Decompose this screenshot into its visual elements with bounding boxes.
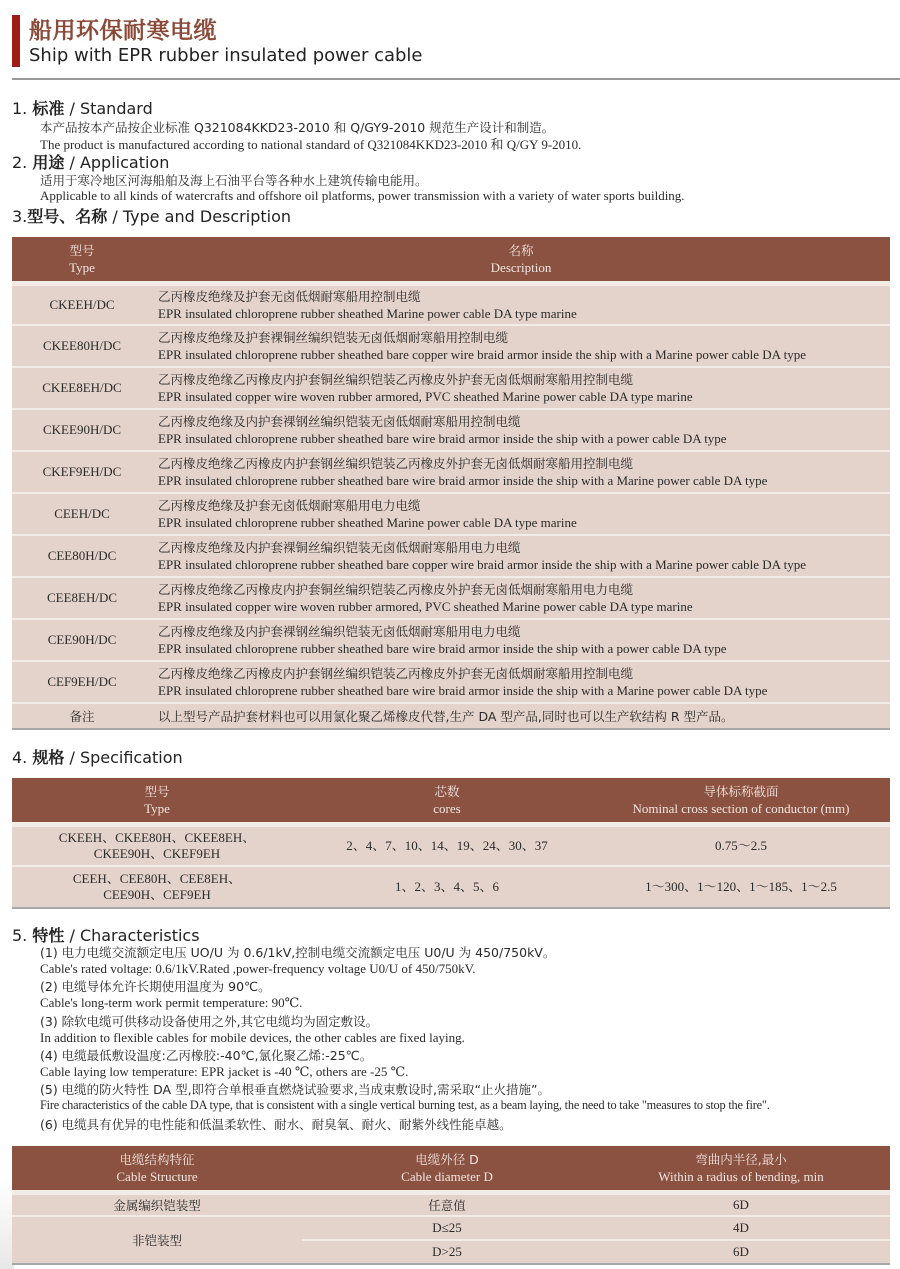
column-header-diameter <box>302 1146 592 1192</box>
note-row <box>12 703 890 729</box>
type-cell: CKEE90H/DC <box>12 409 152 451</box>
header-en: cores <box>433 800 461 816</box>
column-header-description <box>152 237 890 283</box>
type-cell <box>12 866 302 908</box>
characteristic-6-cn: (6) 电缆具有优异的电性能和低温柔软性、耐水、耐臭氧、耐火、耐紫外线性能卓越。 <box>40 1117 512 1132</box>
column-header-type <box>12 778 302 824</box>
description-cn: 乙丙橡皮绝缘及内护套裸铜丝编织铠装无卤低烟耐寒船用电力电缆 <box>158 540 521 555</box>
description-cell <box>152 577 890 619</box>
note-cell <box>152 703 890 729</box>
header-en: Nominal cross section of conductor (mm) <box>632 800 850 816</box>
table-header-row <box>12 237 890 283</box>
table-row <box>12 283 890 325</box>
table-row <box>12 535 890 577</box>
column-header-structure <box>12 1146 302 1192</box>
description-cell <box>152 493 890 535</box>
column-header-radius <box>592 1146 890 1192</box>
accent-bar <box>12 15 20 67</box>
description-cn: 乙丙橡皮绝缘及护套无卤低烟耐寒船用控制电缆 <box>158 288 421 304</box>
cross-section-cell: 1～300、1～120、1～185、1～2.5 <box>592 866 890 908</box>
section-title-cn: 标准 <box>32 99 65 118</box>
description-cn: 乙丙橡皮绝缘及护套无卤低烟耐寒船用电力电缆 <box>158 498 421 513</box>
description-cn: 乙丙橡皮绝缘及护套裸铜丝编织铠装无卤低烟耐寒船用控制电缆 <box>158 330 509 345</box>
type-cell: CKEE8EH/DC <box>12 367 152 409</box>
header-cn: 型号 <box>69 242 95 258</box>
description-cell <box>152 325 890 367</box>
page-title-cn: 船用环保耐寒电缆 <box>29 18 217 44</box>
diameter-cell: D≤25 <box>302 1216 592 1240</box>
characteristic-3-cn: (3) 除软电缆可供移动设备使用之外,其它电缆均为固定敷设。 <box>40 1014 379 1029</box>
section-title-cn: 特性 <box>32 926 65 945</box>
column-header-cross-section <box>592 778 890 824</box>
bending-radius-table <box>12 1146 890 1265</box>
description-en: EPR insulated chloroprene rubber sheathed Marine power cable DA type marine <box>158 305 577 321</box>
header-cn: 导体标称截面 <box>703 783 779 799</box>
section-standard-title <box>12 96 153 119</box>
column-header-cores <box>302 778 592 824</box>
description-cell <box>152 367 890 409</box>
type-line: CEE90H、CEF9EH <box>103 887 211 902</box>
structure-cell: 非铠装型 <box>12 1216 302 1264</box>
type-cell: CKEEH/DC <box>12 283 152 325</box>
table-row <box>12 493 890 535</box>
characteristic-2-cn: (2) 电缆导体允许长期使用温度为 90℃。 <box>40 979 271 994</box>
description-cell <box>152 619 890 661</box>
section-number: 4. <box>12 748 33 767</box>
table-row <box>12 451 890 493</box>
section-title-en: / Standard <box>64 99 153 118</box>
radius-cell: 6D <box>592 1240 890 1264</box>
characteristic-1-en: Cable's rated voltage: 0.6/1kV.Rated ,power-frequency voltage U0/U of 450/750kV. <box>40 961 476 976</box>
standard-text-en: The product is manufactured according to national standard of Q321084KKD23-2010 和 Q/GY 9-2010. <box>40 137 582 152</box>
type-cell: CEE80H/DC <box>12 535 152 577</box>
header-en: Type <box>69 259 95 275</box>
description-cn: 乙丙橡皮绝缘乙丙橡皮内护套铜丝编织铠装乙丙橡皮外护套无卤低烟耐寒船用电力电缆 <box>158 582 634 597</box>
type-line: CEEH、CEE80H、CEE8EH、 <box>72 871 242 886</box>
section-type-title <box>12 204 291 227</box>
section-title-cn: 规格 <box>32 748 65 767</box>
header-cn: 电缆外径 D <box>415 1151 479 1167</box>
table-row <box>12 619 890 661</box>
description-cn: 乙丙橡皮绝缘及内护套裸钢丝编织铠装无卤低烟耐寒船用控制电缆 <box>158 414 521 429</box>
type-description-table <box>12 237 890 730</box>
description-en: EPR insulated chloroprene rubber sheathed bare copper wire braid armor inside the ship with a Marine power cable DA type <box>158 557 806 572</box>
description-cell <box>152 451 890 493</box>
type-cell <box>12 824 302 866</box>
characteristic-2-en: Cable's long-term work permit temperature: 90℃. <box>40 995 303 1010</box>
description-en: EPR insulated chloroprene rubber sheathed bare wire braid armor inside the ship with a Marine power cable DA type <box>158 683 768 698</box>
section-application-title <box>12 150 169 173</box>
description-cn: 乙丙橡皮绝缘乙丙橡皮内护套钢丝编织铠装乙丙橡皮外护套无卤低烟耐寒船用控制电缆 <box>158 666 634 681</box>
characteristic-4-cn: (4) 电缆最低敷设温度:乙丙橡胶:-40℃,氯化聚乙烯:-25℃。 <box>40 1048 373 1063</box>
type-cell: CKEF9EH/DC <box>12 451 152 493</box>
table-row <box>12 577 890 619</box>
section-title-en: / Type and Description <box>107 207 291 226</box>
cores-cell: 2、4、7、10、14、19、24、30、37 <box>302 824 592 866</box>
table-row <box>12 1216 890 1240</box>
header-en: Cable diameter D <box>401 1168 493 1184</box>
section-title-en: / Characteristics <box>64 926 200 945</box>
section-number: 3. <box>12 207 28 226</box>
header-cn: 电缆结构特征 <box>119 1151 195 1167</box>
cross-section-cell: 0.75～2.5 <box>592 824 890 866</box>
type-cell: CEE8EH/DC <box>12 577 152 619</box>
radius-cell: 6D <box>592 1192 890 1216</box>
header-cn: 名称 <box>508 242 534 258</box>
table-header-row <box>12 1146 890 1192</box>
description-cell <box>152 409 890 451</box>
characteristic-1-cn: (1) 电力电缆交流额定电压 UO/U 为 0.6/1kV,控制电缆交流额定电压 U0/U 为 450/750kV。 <box>40 945 556 960</box>
type-line: CKEEH、CKEE80H、CKEE8EH、 <box>58 829 256 845</box>
header-cn: 芯数 <box>434 783 460 799</box>
header-en: Cable Structure <box>116 1168 198 1184</box>
section-title-en: / Specification <box>64 748 183 767</box>
table-row <box>12 409 890 451</box>
column-header-type <box>12 237 152 283</box>
header-divider <box>12 78 900 80</box>
table-row <box>12 1192 890 1216</box>
description-cell <box>152 535 890 577</box>
table-row <box>12 824 890 866</box>
page-header <box>12 12 892 76</box>
section-specification-title <box>12 745 183 768</box>
page-title-en: Ship with EPR rubber insulated power cable <box>29 45 423 66</box>
note-text: 以上型号产品护套材料也可以用氯化聚乙烯橡皮代替,生产 DA 型产品,同时也可以生产软结构 R 型产品。 <box>158 708 734 724</box>
note-label: 备注 <box>12 703 152 729</box>
application-text-cn: 适用于寒冷地区河海船舶及海上石油平台等各种水上建筑传输电能用。 <box>40 173 428 188</box>
table-row <box>12 367 890 409</box>
type-cell: CEF9EH/DC <box>12 661 152 703</box>
description-en: EPR insulated copper wire woven rubber armored, PVC sheathed Marine power cable DA type marine <box>158 389 693 404</box>
table-row <box>12 866 890 908</box>
standard-text-cn: 本产品按本产品按企业标准 Q321084KKD23-2010 和 Q/GY9-2010 规范生产设计和制造。 <box>40 120 555 135</box>
characteristic-4-en: Cable laying low temperature: EPR jacket is -40 ℃, others are -25 ℃. <box>40 1064 409 1079</box>
section-title-cn: 型号、名称 <box>27 207 108 226</box>
type-cell: CKEE80H/DC <box>12 325 152 367</box>
header-en: Description <box>490 259 552 275</box>
header-en: Type <box>144 800 170 816</box>
specification-table <box>12 778 890 909</box>
header-en: Within a radius of bending, min <box>658 1168 824 1184</box>
description-en: EPR insulated chloroprene rubber sheathed bare wire braid armor inside the ship with a power cable DA type <box>158 641 727 656</box>
type-line: CKEE90H、CKEF9EH <box>93 845 221 861</box>
table-header-row <box>12 778 890 824</box>
description-cell <box>152 661 890 703</box>
description-en: EPR insulated chloroprene rubber sheathed bare wire braid armor inside the ship with a Marine power cable DA type <box>158 473 768 488</box>
characteristic-5-cn: (5) 电缆的防火特性 DA 型,即符合单根垂直燃烧试验要求,当成束敷设时,需采取“止火措施”。 <box>40 1082 550 1097</box>
description-cn: 乙丙橡皮绝缘及内护套裸钢丝编织铠装无卤低烟耐寒船用电力电缆 <box>158 624 521 639</box>
description-en: EPR insulated chloroprene rubber sheathed Marine power cable DA type marine <box>158 515 577 530</box>
section-title-en: / Application <box>64 153 170 172</box>
section-number: 1. <box>12 99 33 118</box>
description-en: EPR insulated chloroprene rubber sheathed bare wire braid armor inside the ship with a power cable DA type <box>158 431 727 446</box>
description-cn: 乙丙橡皮绝缘乙丙橡皮内护套钢丝编织铠装乙丙橡皮外护套无卤低烟耐寒船用控制电缆 <box>158 456 634 471</box>
section-number: 5. <box>12 926 33 945</box>
section-title-cn: 用途 <box>32 153 65 172</box>
header-cn: 弯曲内半径,最小 <box>695 1151 787 1167</box>
section-number: 2. <box>12 153 33 172</box>
characteristic-3-en: In addition to flexible cables for mobile devices, the other cables are fixed laying. <box>40 1030 465 1045</box>
table-row <box>12 661 890 703</box>
header-cn: 型号 <box>144 783 170 799</box>
radius-cell: 4D <box>592 1216 890 1240</box>
application-text-en: Applicable to all kinds of watercrafts and offshore oil platforms, power transmission with a variety of water sports building. <box>40 188 685 203</box>
cores-cell: 1、2、3、4、5、6 <box>302 866 592 908</box>
description-cell <box>152 283 890 325</box>
type-cell: CEEH/DC <box>12 493 152 535</box>
description-en: EPR insulated copper wire woven rubber armored, PVC sheathed Marine power cable DA type marine <box>158 599 693 614</box>
diameter-cell: D>25 <box>302 1240 592 1264</box>
description-en: EPR insulated chloroprene rubber sheathed bare copper wire braid armor inside the ship with a Marine power cable DA type <box>158 347 806 362</box>
type-cell: CEE90H/DC <box>12 619 152 661</box>
diameter-cell: 任意值 <box>302 1192 592 1216</box>
characteristic-5-en: Fire characteristics of the cable DA type, that is consistent with a single vertical burning test, as a beam laying, the need to take "measures to stop the fire". <box>40 1098 770 1112</box>
structure-cell: 金属编织铠装型 <box>12 1192 302 1216</box>
table-row <box>12 325 890 367</box>
description-cn: 乙丙橡皮绝缘乙丙橡皮内护套铜丝编织铠装乙丙橡皮外护套无卤低烟耐寒船用控制电缆 <box>158 372 634 387</box>
